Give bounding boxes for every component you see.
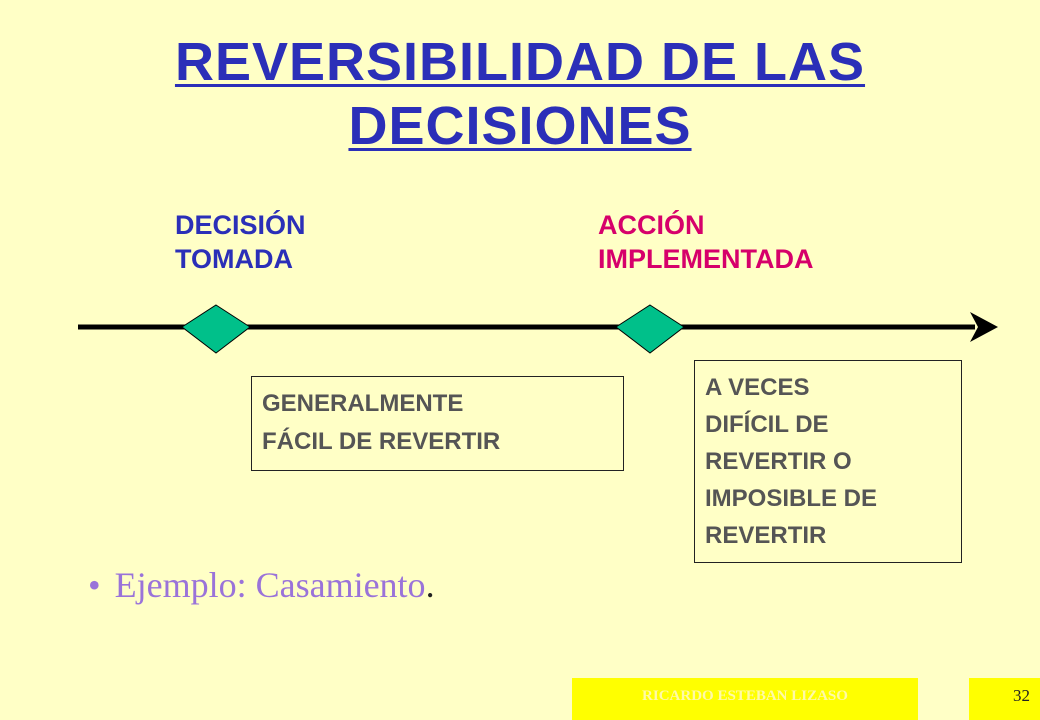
example-bullet [88,563,435,607]
footer-author: RICARDO ESTEBAN LIZASO [572,678,918,720]
easy-box-line-1: GENERALMENTE [262,390,464,417]
example-text: Ejemplo: Casamiento [114,565,426,605]
decision-label-line-1: DECISIÓN [175,210,306,240]
hard-box-line-3: REVERTIR O [705,448,852,475]
action-marker-icon [616,305,684,353]
page-number: 32 [969,678,1040,720]
hard-box-line-2: DIFÍCIL DE [705,411,829,438]
action-label [598,208,814,276]
action-label-line-1: ACCIÓN [598,210,705,240]
bullet-icon: • [88,565,101,605]
easy-to-revert-box [251,376,624,471]
hard-box-line-1: A VECES [705,374,810,401]
timeline-diagram [0,290,1040,365]
action-label-line-2: IMPLEMENTADA [598,244,814,274]
hard-to-revert-box [694,360,962,563]
hard-box-line-5: REVERTIR [705,522,827,549]
decision-marker-icon [182,305,250,353]
slide-title-line-2: DECISIONES [348,96,692,156]
decision-label-line-2: TOMADA [175,244,293,274]
example-period: . [425,565,435,605]
slide-title [0,30,1040,158]
decision-label [175,208,306,276]
easy-box-line-2: FÁCIL DE REVERTIR [262,428,501,455]
hard-box-line-4: IMPOSIBLE DE [705,485,878,512]
slide-title-line-1: REVERSIBILIDAD DE LAS [174,32,866,92]
